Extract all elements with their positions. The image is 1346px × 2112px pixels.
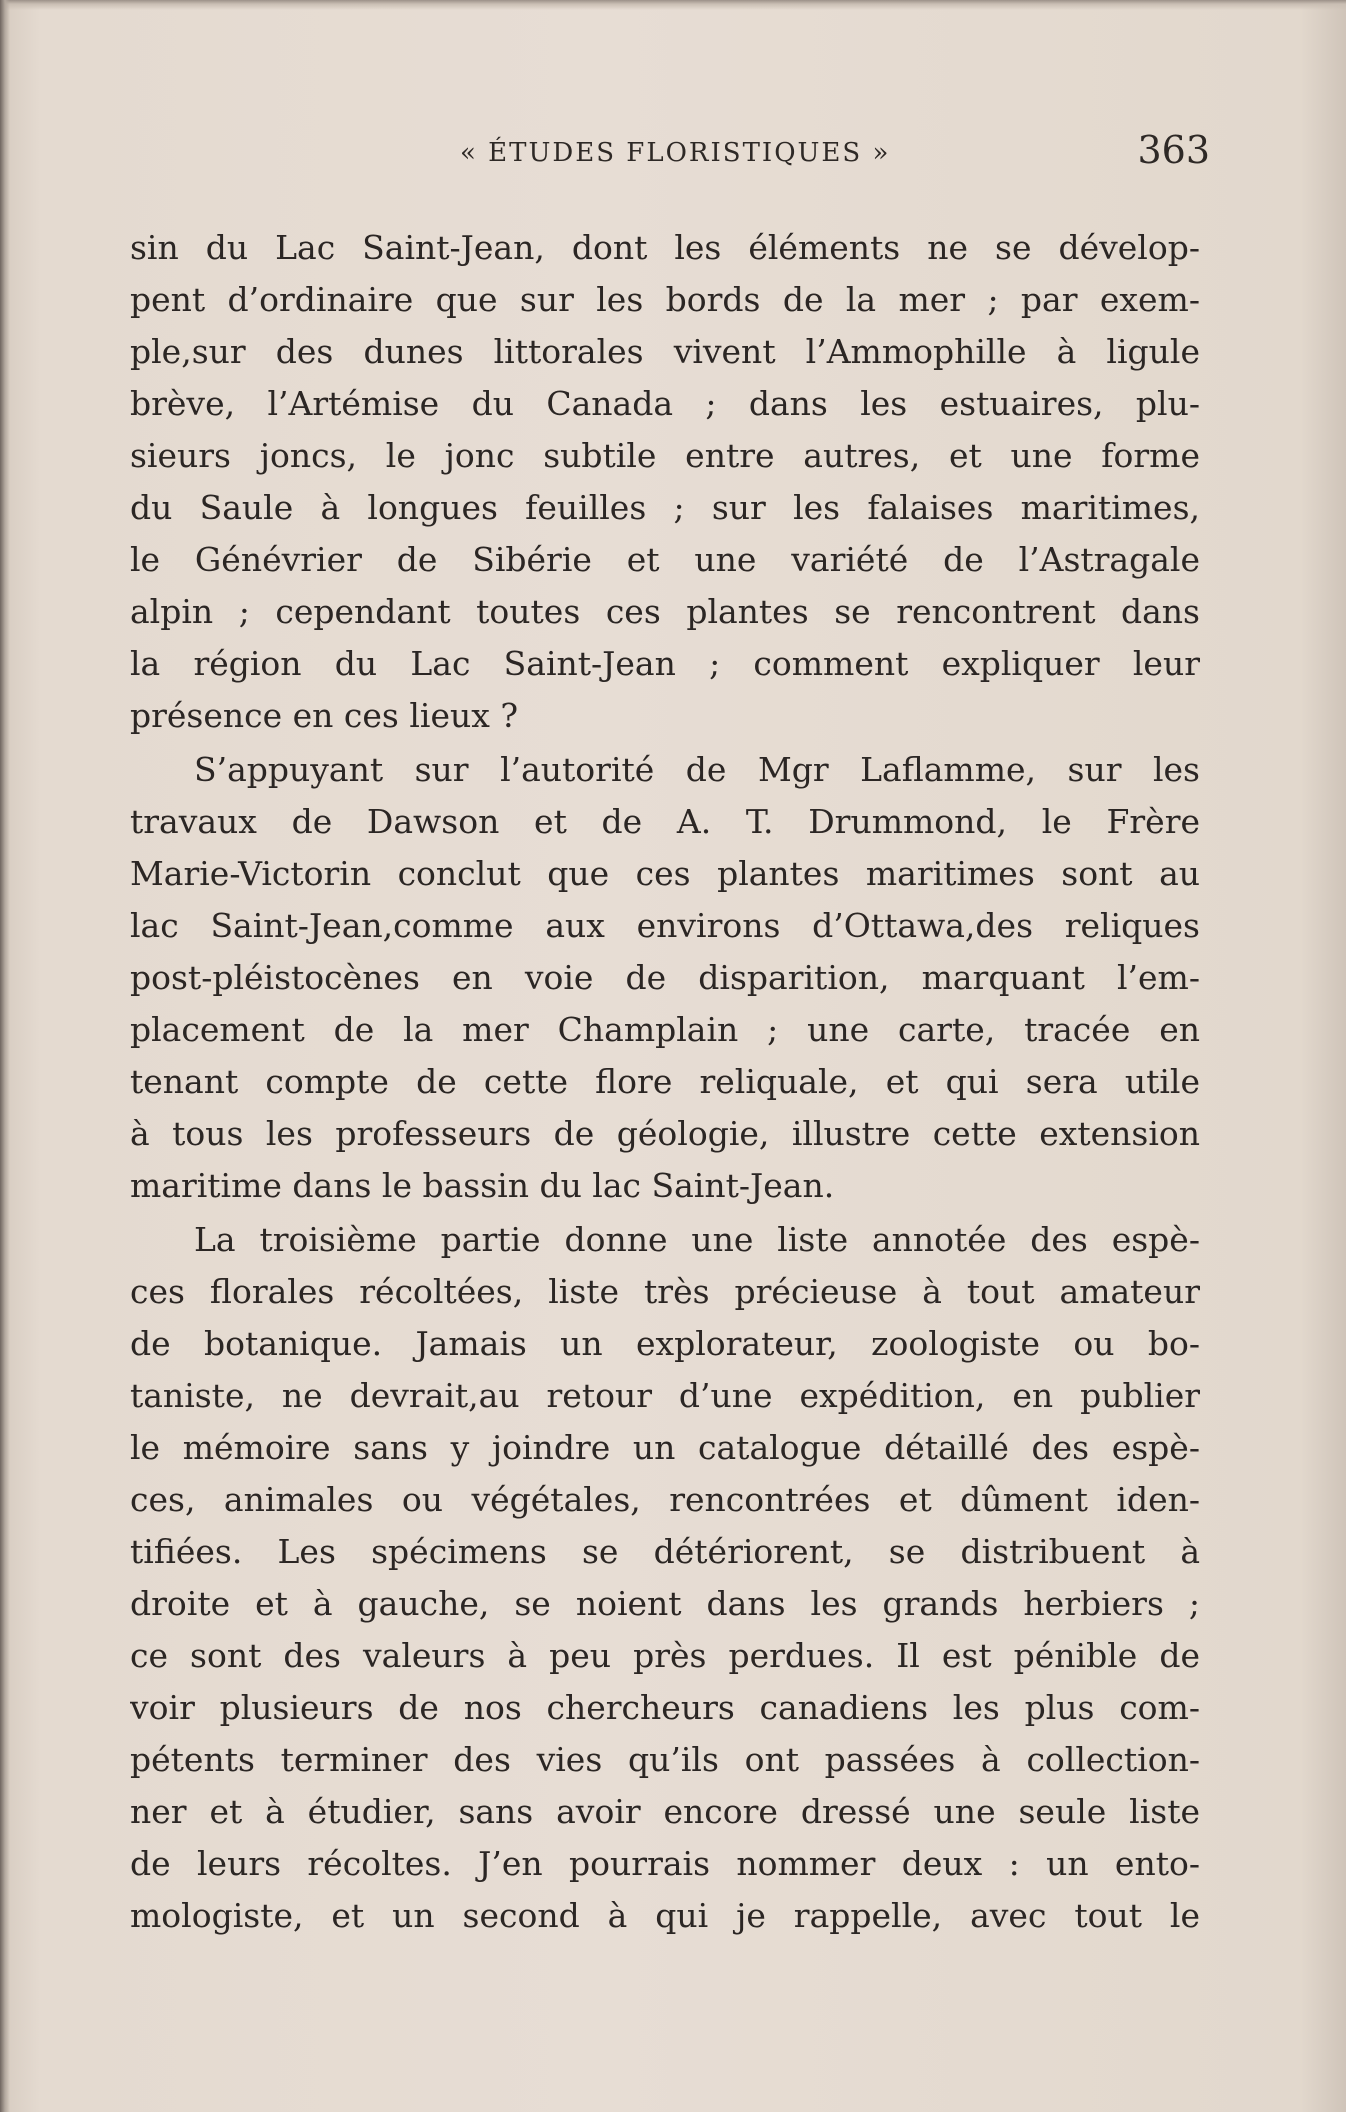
paragraph-start-line: La troisième partie donne une liste annotée des espè- [194, 1220, 1200, 1259]
text-line: présence en ces lieux ? [130, 696, 519, 735]
text-line: de botanique. Jamais un explorateur, zoologiste ou bo- [130, 1324, 1200, 1363]
text-line: pent d’ordinaire que sur les bords de la mer ; par exem- [130, 280, 1200, 319]
text-line: ce sont des valeurs à peu près perdues. Il est pénible de [130, 1636, 1200, 1675]
text-line: de leurs récoltes. J’en pourrais nommer deux : un ento- [130, 1844, 1200, 1883]
text-line: alpin ; cependant toutes ces plantes se rencontrent dans [130, 592, 1200, 631]
text-line: du Saule à longues feuilles ; sur les falaises maritimes, [130, 488, 1200, 527]
text-line: lac Saint-Jean,comme aux environs d’Ottawa,des reliques [130, 906, 1200, 945]
text-line: maritime dans le bassin du lac Saint-Jean. [130, 1166, 835, 1205]
text-line: tenant compte de cette flore reliquale, et qui sera utile [130, 1062, 1200, 1101]
page-number: 363 [1137, 128, 1210, 172]
page-header [130, 118, 1210, 178]
text-line: pétents terminer des vies qu’ils ont passées à collection- [130, 1740, 1200, 1779]
text-line: tifiées. Les spécimens se détériorent, se distribuent à [130, 1532, 1200, 1571]
text-line: brève, l’Artémise du Canada ; dans les estuaires, plu- [130, 384, 1200, 423]
text-line: le mémoire sans y joindre un catalogue détaillé des espè- [130, 1428, 1200, 1467]
body-text [130, 222, 1200, 1942]
text-line: à tous les professeurs de géologie, illustre cette extension [130, 1114, 1200, 1153]
paragraph-start-line: S’appuyant sur l’autorité de Mgr Laflamme, sur les [194, 750, 1200, 789]
text-line: sieurs joncs, le jonc subtile entre autres, et une forme [130, 436, 1200, 475]
text-line: post-pléistocènes en voie de disparition, marquant l’em- [130, 958, 1200, 997]
running-title: « ÉTUDES FLORISTIQUES » [460, 138, 891, 168]
page-top-edge [0, 0, 1346, 10]
text-line: mologiste, et un second à qui je rappelle, avec tout le [130, 1896, 1200, 1935]
text-line: Marie-Victorin conclut que ces plantes maritimes sont au [130, 854, 1200, 893]
text-line: ner et à étudier, sans avoir encore dressé une seule liste [130, 1792, 1200, 1831]
text-line: ple,sur des dunes littorales vivent l’Ammophille à ligule [130, 332, 1200, 371]
page-binding-edge [0, 0, 10, 2112]
text-line: sin du Lac Saint-Jean, dont les éléments ne se dévelop- [130, 228, 1200, 267]
text-line: le Génévrier de Sibérie et une variété de l’Astragale [130, 540, 1200, 579]
text-line: la région du Lac Saint-Jean ; comment expliquer leur [130, 644, 1200, 683]
text-line: ces florales récoltées, liste très précieuse à tout amateur [130, 1272, 1200, 1311]
text-line: voir plusieurs de nos chercheurs canadiens les plus com- [130, 1688, 1200, 1727]
text-line: placement de la mer Champlain ; une carte, tracée en [130, 1010, 1200, 1049]
text-line: taniste, ne devrait,au retour d’une expédition, en publier [130, 1376, 1200, 1415]
text-line: droite et à gauche, se noient dans les grands herbiers ; [130, 1584, 1200, 1623]
text-line: ces, animales ou végétales, rencontrées et dûment iden- [130, 1480, 1200, 1519]
text-line: travaux de Dawson et de A. T. Drummond, le Frère [130, 802, 1200, 841]
